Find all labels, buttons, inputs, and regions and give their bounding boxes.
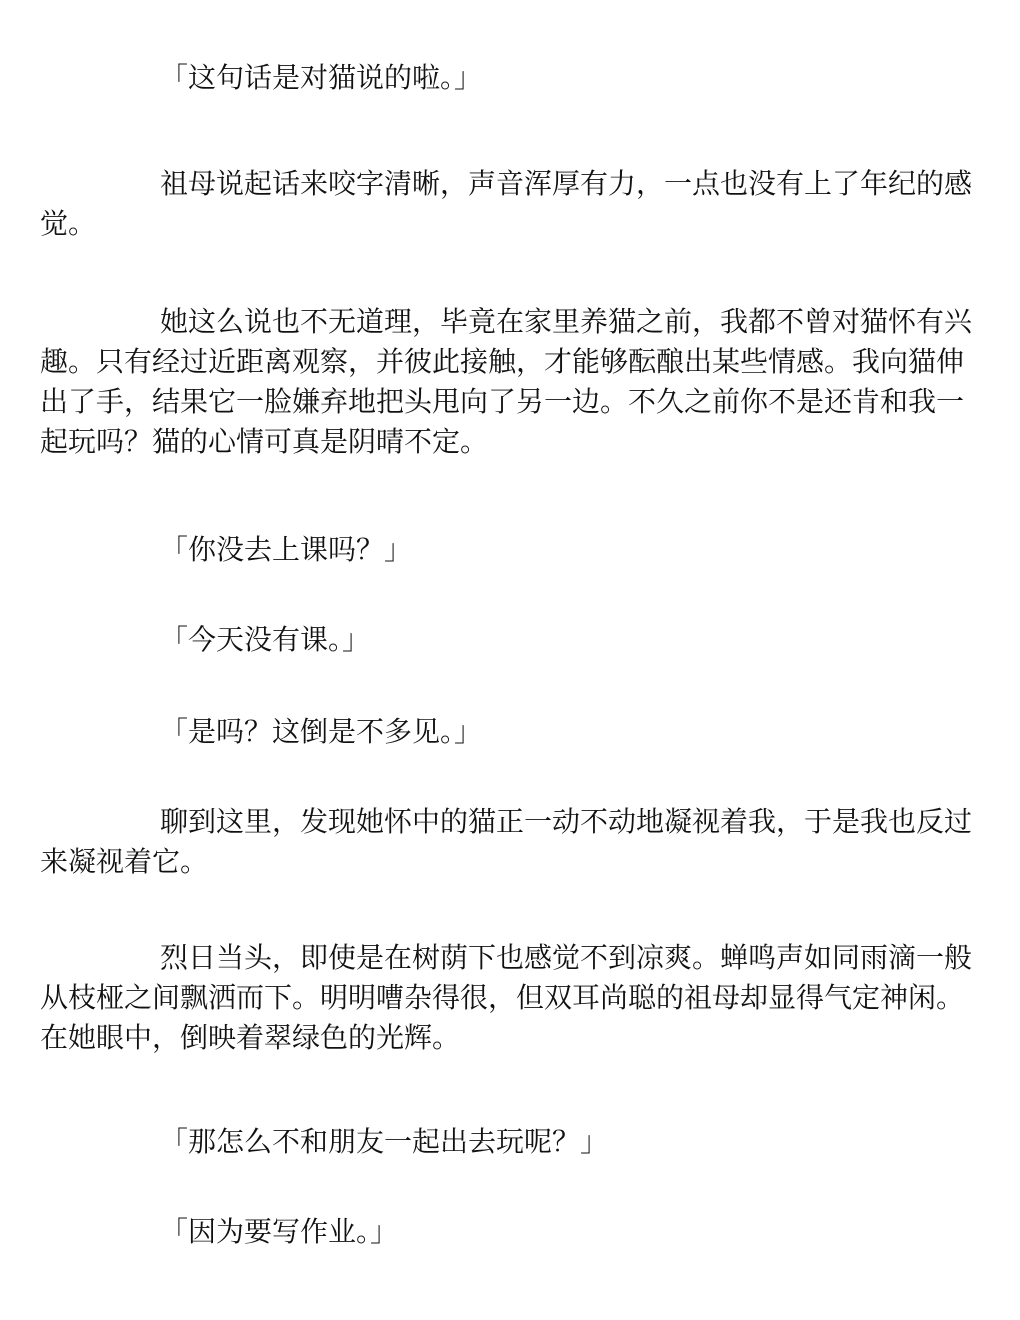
dialogue-line: 「因为要写作业。」 — [160, 1215, 399, 1248]
narration-paragraph: 烈日当头，即使是在树荫下也感觉不到凉爽。蝉鸣声如同雨滴一般从枝桠之间飘洒而下。明明嘈杂得很，但双耳尚聪的祖母却显得气定神闲。在她眼中，倒映着翠绿色的光辉。 — [40, 941, 973, 1054]
narration-paragraph: 聊到这里，发现她怀中的猫正一动不动地凝视着我，于是我也反过来凝视着它。 — [40, 805, 973, 878]
dialogue-line: 「是吗？这倒是不多见。」 — [160, 715, 483, 748]
dialogue-line: 「那怎么不和朋友一起出去玩呢？」 — [160, 1125, 609, 1158]
narration-paragraph: 她这么说也不无道理，毕竟在家里养猫之前，我都不曾对猫怀有兴趣。只有经过近距离观察，并彼此接触，才能够酝酿出某些情感。我向猫伸出了手，结果它一脸嫌弃地把头甩向了另一边。不久之前你不是还肯和我一起玩吗？猫的心情可真是阴晴不定。 — [40, 305, 973, 458]
dialogue-line: 「这句话是对猫说的啦。」 — [160, 61, 483, 94]
narration-paragraph: 祖母说起话来咬字清晰，声音浑厚有力，一点也没有上了年纪的感觉。 — [40, 167, 973, 240]
dialogue-line: 「今天没有课。」 — [160, 623, 371, 656]
dialogue-line: 「你没去上课吗？」 — [160, 533, 413, 566]
